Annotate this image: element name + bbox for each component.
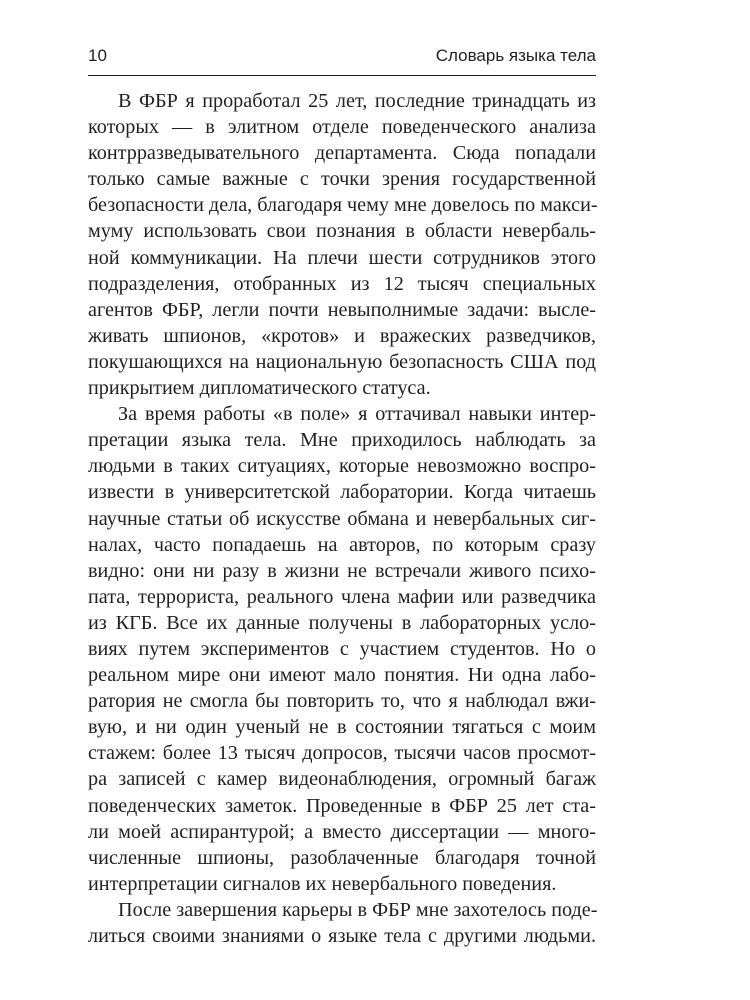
text-line: налах, часто попадаешь на авторов, по которым сразу (88, 533, 596, 556)
text-line: виях путем экспериментов с участием студентов. Но о (88, 637, 596, 660)
text-line: контрразведывательного департамента. Сюда попадали (88, 142, 596, 165)
text-line: После завершения карьеры в ФБР мне захотелось поде- (118, 898, 598, 921)
text-line: численные шпионы, разоблаченные благодаря точной (88, 846, 596, 869)
text-line: ратория не смогла бы повторить то, что я наблюдал вжи- (88, 690, 596, 713)
text-line: прикрытием дипломатического статуса. (88, 377, 431, 400)
text-line: извести в университетской лаборатории. Когда читаешь (88, 481, 596, 504)
text-line: из КГБ. Все их данные получены в лабораторных усло- (88, 611, 596, 634)
text-line: реальном мире они имеют мало понятия. Ни одна лабо- (88, 664, 596, 687)
paragraph-3 (88, 897, 596, 949)
running-title: Словарь языка тела (435, 46, 596, 65)
text-line: претации языка тела. Мне приходилось наблюдать за (88, 429, 596, 452)
text-line: агентов ФБР, легли почти невыполнимые задачи: высле- (88, 298, 596, 321)
text-line: стажем: более 13 тысяч допросов, тысячи часов просмот- (88, 742, 596, 765)
paragraph-2 (88, 401, 596, 897)
text-line: муму использовать свои познания в области невербаль- (88, 220, 596, 243)
body-text (88, 88, 596, 949)
text-line: интерпретации сигналов их невербального поведения. (88, 872, 557, 895)
page-number: 10 (88, 46, 107, 65)
text-line: ли моей аспирантурой; а вместо диссертации — много- (88, 820, 596, 843)
header-rule (88, 75, 596, 76)
text-line: В ФБР я проработал 25 лет, последние тринадцать из (118, 90, 596, 112)
text-line: только самые важные с точки зрения государственной (88, 168, 596, 191)
text-line: видно: они ни разу в жизни не встречали живого психо- (88, 559, 596, 582)
text-line: людьми в таких ситуациях, которые невозможно воспро- (88, 455, 596, 478)
text-line: подразделения, отобранных из 12 тысяч специальных (88, 272, 596, 295)
text-line: живать шпионов, «кротов» и вражеских разведчиков, (88, 324, 596, 347)
text-line: литься своими знаниями о языке тела с другими людьми. (88, 925, 596, 947)
page-header (88, 46, 596, 74)
text-line: покушающихся на национальную безопасность США под (88, 350, 596, 373)
text-line: которых — в элитном отделе поведенческого анализа (88, 116, 596, 139)
paragraph-1 (88, 88, 596, 401)
text-line: ра записей с камер видеонаблюдения, огромный багаж (88, 768, 596, 791)
text-line: За время работы «в поле» я оттачивал навыки интер- (118, 403, 596, 426)
text-line: безопасности дела, благодаря чему мне довелось по макси- (88, 194, 598, 217)
text-line: научные статьи об искусстве обмана и невербальных сиг- (88, 507, 596, 530)
text-line: вую, и ни один ученый не в состоянии тягаться с моим (88, 716, 596, 739)
text-line: ной коммуникации. На плечи шести сотрудников этого (88, 246, 596, 269)
text-line: поведенческих заметок. Проведенные в ФБР 25 лет ста- (88, 794, 596, 817)
text-line: пата, террориста, реального члена мафии или разведчика (88, 585, 596, 608)
